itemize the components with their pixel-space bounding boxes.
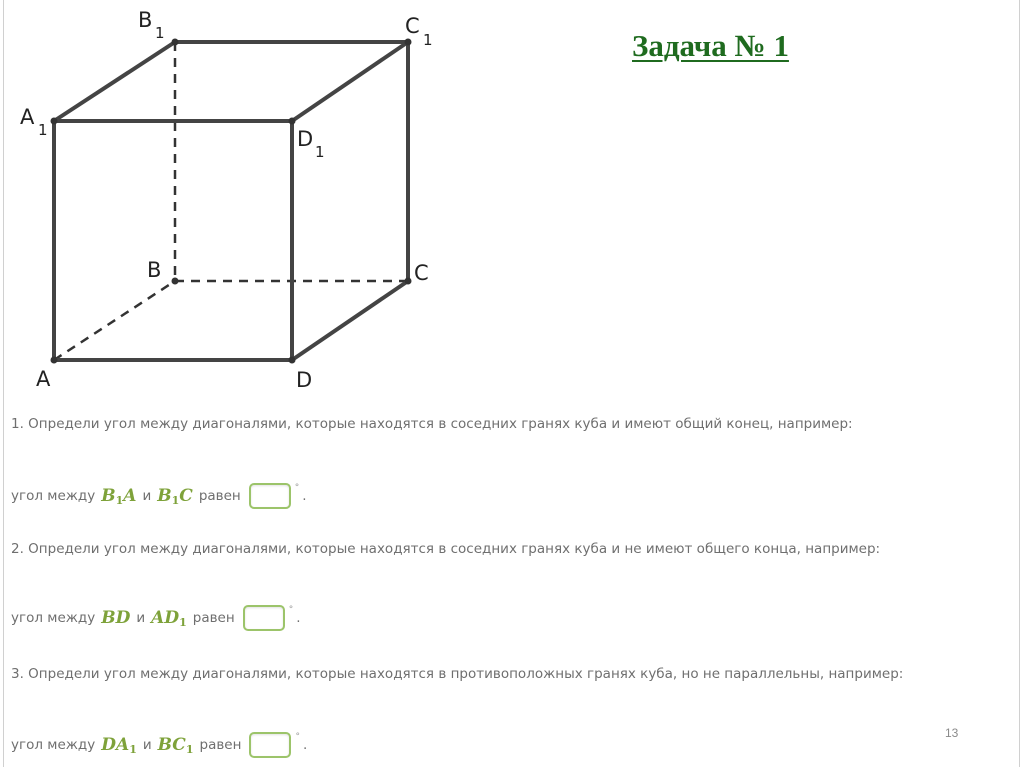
question-3-prefix: угол между bbox=[11, 737, 96, 753]
question-2-period: . bbox=[296, 610, 301, 626]
question-3-period: . bbox=[302, 737, 308, 753]
question-1-conj: и bbox=[142, 488, 152, 504]
label-b1-sub: 1 bbox=[155, 24, 165, 42]
edge-a-b bbox=[54, 281, 175, 360]
question-2-conj: и bbox=[136, 610, 146, 626]
question-3-text: 3. Определи угол между диагоналями, которые находятся в противоположных гранях куба, но не параллельны, например: bbox=[11, 666, 904, 682]
question-1-answer-row bbox=[11, 481, 307, 511]
vertex-b bbox=[172, 278, 179, 285]
question-2-segment-1: BD bbox=[101, 607, 131, 628]
vertex-a bbox=[51, 357, 58, 364]
question-3-suffix: равен bbox=[199, 737, 242, 753]
label-d: D bbox=[296, 368, 313, 392]
label-a1-sub: 1 bbox=[38, 121, 48, 139]
question-2-segment-2: $AD_1$ bbox=[151, 607, 187, 629]
vertex-c bbox=[405, 278, 412, 285]
question-1-suffix: равен bbox=[198, 488, 241, 504]
question-3-segment-2: $BC_1$ bbox=[157, 734, 194, 756]
question-2-answer-row bbox=[11, 603, 300, 633]
label-c: C bbox=[414, 261, 429, 285]
question-1-prefix: угол между bbox=[11, 488, 96, 504]
question-1-segment-1: $B_1A$ bbox=[101, 485, 137, 507]
label-d1-sub: 1 bbox=[315, 143, 325, 161]
question-2-prefix: угол между bbox=[11, 610, 96, 626]
vertex-c1 bbox=[405, 39, 412, 46]
question-3-segment-1: $DA_1$ bbox=[101, 734, 137, 756]
label-c1: C bbox=[405, 14, 420, 38]
edge-c1-d1 bbox=[292, 42, 408, 121]
question-2-text: 2. Определи угол между диагоналями, которые находятся в соседних гранях куба и не имеют общего конца, например: bbox=[11, 541, 881, 557]
vertex-b1 bbox=[172, 39, 179, 46]
edge-a1-b1 bbox=[54, 42, 175, 121]
slide-right-border bbox=[1019, 0, 1020, 767]
label-d1: D bbox=[297, 127, 314, 151]
task-title: Задача № 1 bbox=[632, 28, 789, 63]
question-2-degree: ° bbox=[288, 605, 294, 615]
vertex-d1 bbox=[289, 118, 296, 125]
cube-diagram bbox=[0, 0, 470, 395]
page-number: 13 bbox=[945, 726, 959, 740]
label-a1: A bbox=[20, 105, 35, 129]
label-b: B bbox=[147, 258, 162, 282]
question-3-conj: и bbox=[142, 737, 152, 753]
question-1-period: . bbox=[302, 488, 307, 504]
question-1-degree: ° bbox=[294, 483, 300, 493]
vertex-a1 bbox=[51, 118, 58, 125]
label-a: A bbox=[36, 367, 51, 391]
label-b1: B bbox=[138, 8, 153, 32]
question-2-suffix: равен bbox=[192, 610, 235, 626]
question-1-answer-input[interactable] bbox=[249, 483, 291, 509]
edge-d-c bbox=[292, 281, 408, 360]
question-2-answer-input[interactable] bbox=[243, 605, 285, 631]
label-c1-sub: 1 bbox=[423, 31, 433, 49]
question-1-segment-2: $B_1C$ bbox=[157, 485, 193, 507]
question-3-answer-input[interactable] bbox=[249, 732, 291, 758]
question-3-degree: ° bbox=[295, 732, 300, 742]
question-1-text: 1. Определи угол между диагоналями, которые находятся в соседних гранях куба и имеют общий конец, например: bbox=[11, 416, 853, 432]
vertex-d bbox=[289, 357, 296, 364]
question-3-answer-row bbox=[11, 730, 307, 760]
